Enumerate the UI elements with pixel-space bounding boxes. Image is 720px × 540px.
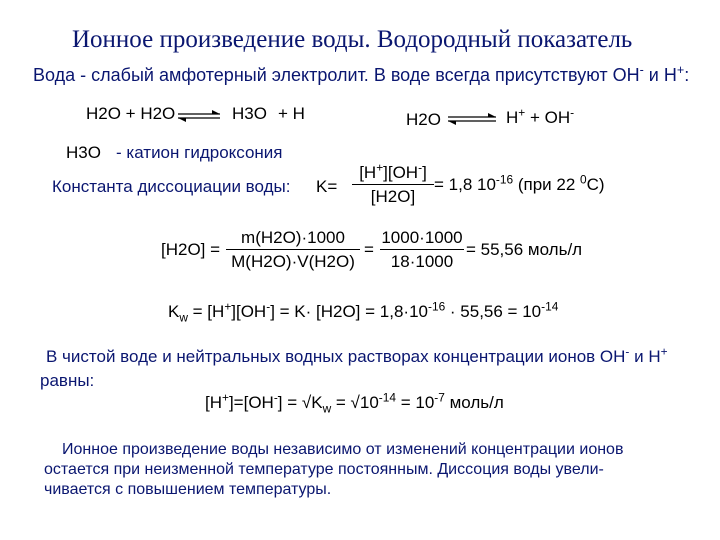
conc-eq: = (364, 240, 374, 259)
intro-main: Вода - слабый амфотерный электролит. В воде всегда присутствуют OH (33, 65, 640, 85)
conclusion-line1: Ионное произведение воды независимо от изменений концентрации ионов (62, 441, 624, 458)
equilibrium-arrow-2 (446, 111, 498, 127)
conclusion-line3: чивается с повышением температуры. (44, 481, 332, 498)
dissociation-fraction (352, 160, 434, 207)
hydroxonium-text: - катион гидроксония (116, 143, 283, 162)
intro-end: : (684, 65, 690, 85)
equal-conc-equation: $[H^+]=[OH^-] = √K_w = √10^{-14} = 10^{-7}$ моль/л (205, 390, 504, 416)
hydroxonium-formula: H3O (66, 143, 101, 162)
fraction-bar (352, 184, 434, 185)
equilibrium-arrow-1 (176, 108, 222, 124)
conc-result: = 55,56 моль/л (466, 240, 583, 259)
pure-water-line1: В чистой воде и нейтральных водных растворах концентрации ионов OH- и H+ (46, 344, 668, 366)
fraction-bar (380, 249, 464, 250)
dissociation-value: = 1,8 $10^{-16}$ (при 22 $^0$C) (434, 172, 605, 194)
dissociation-denominator: [H2O] (370, 187, 416, 206)
kw-equation: $K_w = [H^+][OH^-] = K\cdot [H2O] = 1,8\cdot 10^{-16} \cdot 55,56 = 10^{-14}$ (168, 299, 559, 325)
conc-frac2-den: 18·1000 (390, 252, 454, 271)
equation-2-right (506, 105, 575, 128)
intro-mid: и H (643, 65, 677, 85)
equation-1-right-a: H3O (232, 104, 267, 123)
conc-frac1-num: m(H2O)·1000 (241, 228, 345, 247)
intro-sup1: - (639, 63, 644, 77)
intro-sup2: + (676, 63, 685, 77)
conclusion-line2: остается при неизменной температуре постоянным. Диссоция воды увели- (44, 461, 604, 478)
eq2-oh-sup: - (570, 105, 575, 120)
conc-frac1-den: M(H2O)·V(H2O) (231, 252, 355, 271)
equation-1-left: H2O + H2O (86, 104, 176, 123)
fraction-bar (226, 249, 360, 250)
pure-water-line2: равны: (40, 371, 95, 390)
page-title: Ионное произведение воды. Водородный показатель (72, 26, 633, 53)
equation-1-right-b: + H (278, 104, 305, 123)
dissociation-numerator: [H+][OH-] (359, 160, 427, 182)
eq2-h: H (506, 108, 519, 127)
conc-frac2-num: 1000·1000 (381, 228, 463, 247)
dissociation-k: K= (316, 177, 338, 196)
conc-fraction-2 (380, 228, 464, 272)
eq2-oh: + OH (525, 108, 571, 127)
intro-text (33, 65, 689, 86)
conc-lhs: [H2O] = (161, 240, 221, 259)
dissociation-label: Константа диссоциации воды: (52, 177, 291, 196)
equation-2-left: H2O (406, 110, 441, 129)
conc-fraction-1 (226, 228, 360, 272)
eq2-h-sup: + (518, 105, 526, 120)
